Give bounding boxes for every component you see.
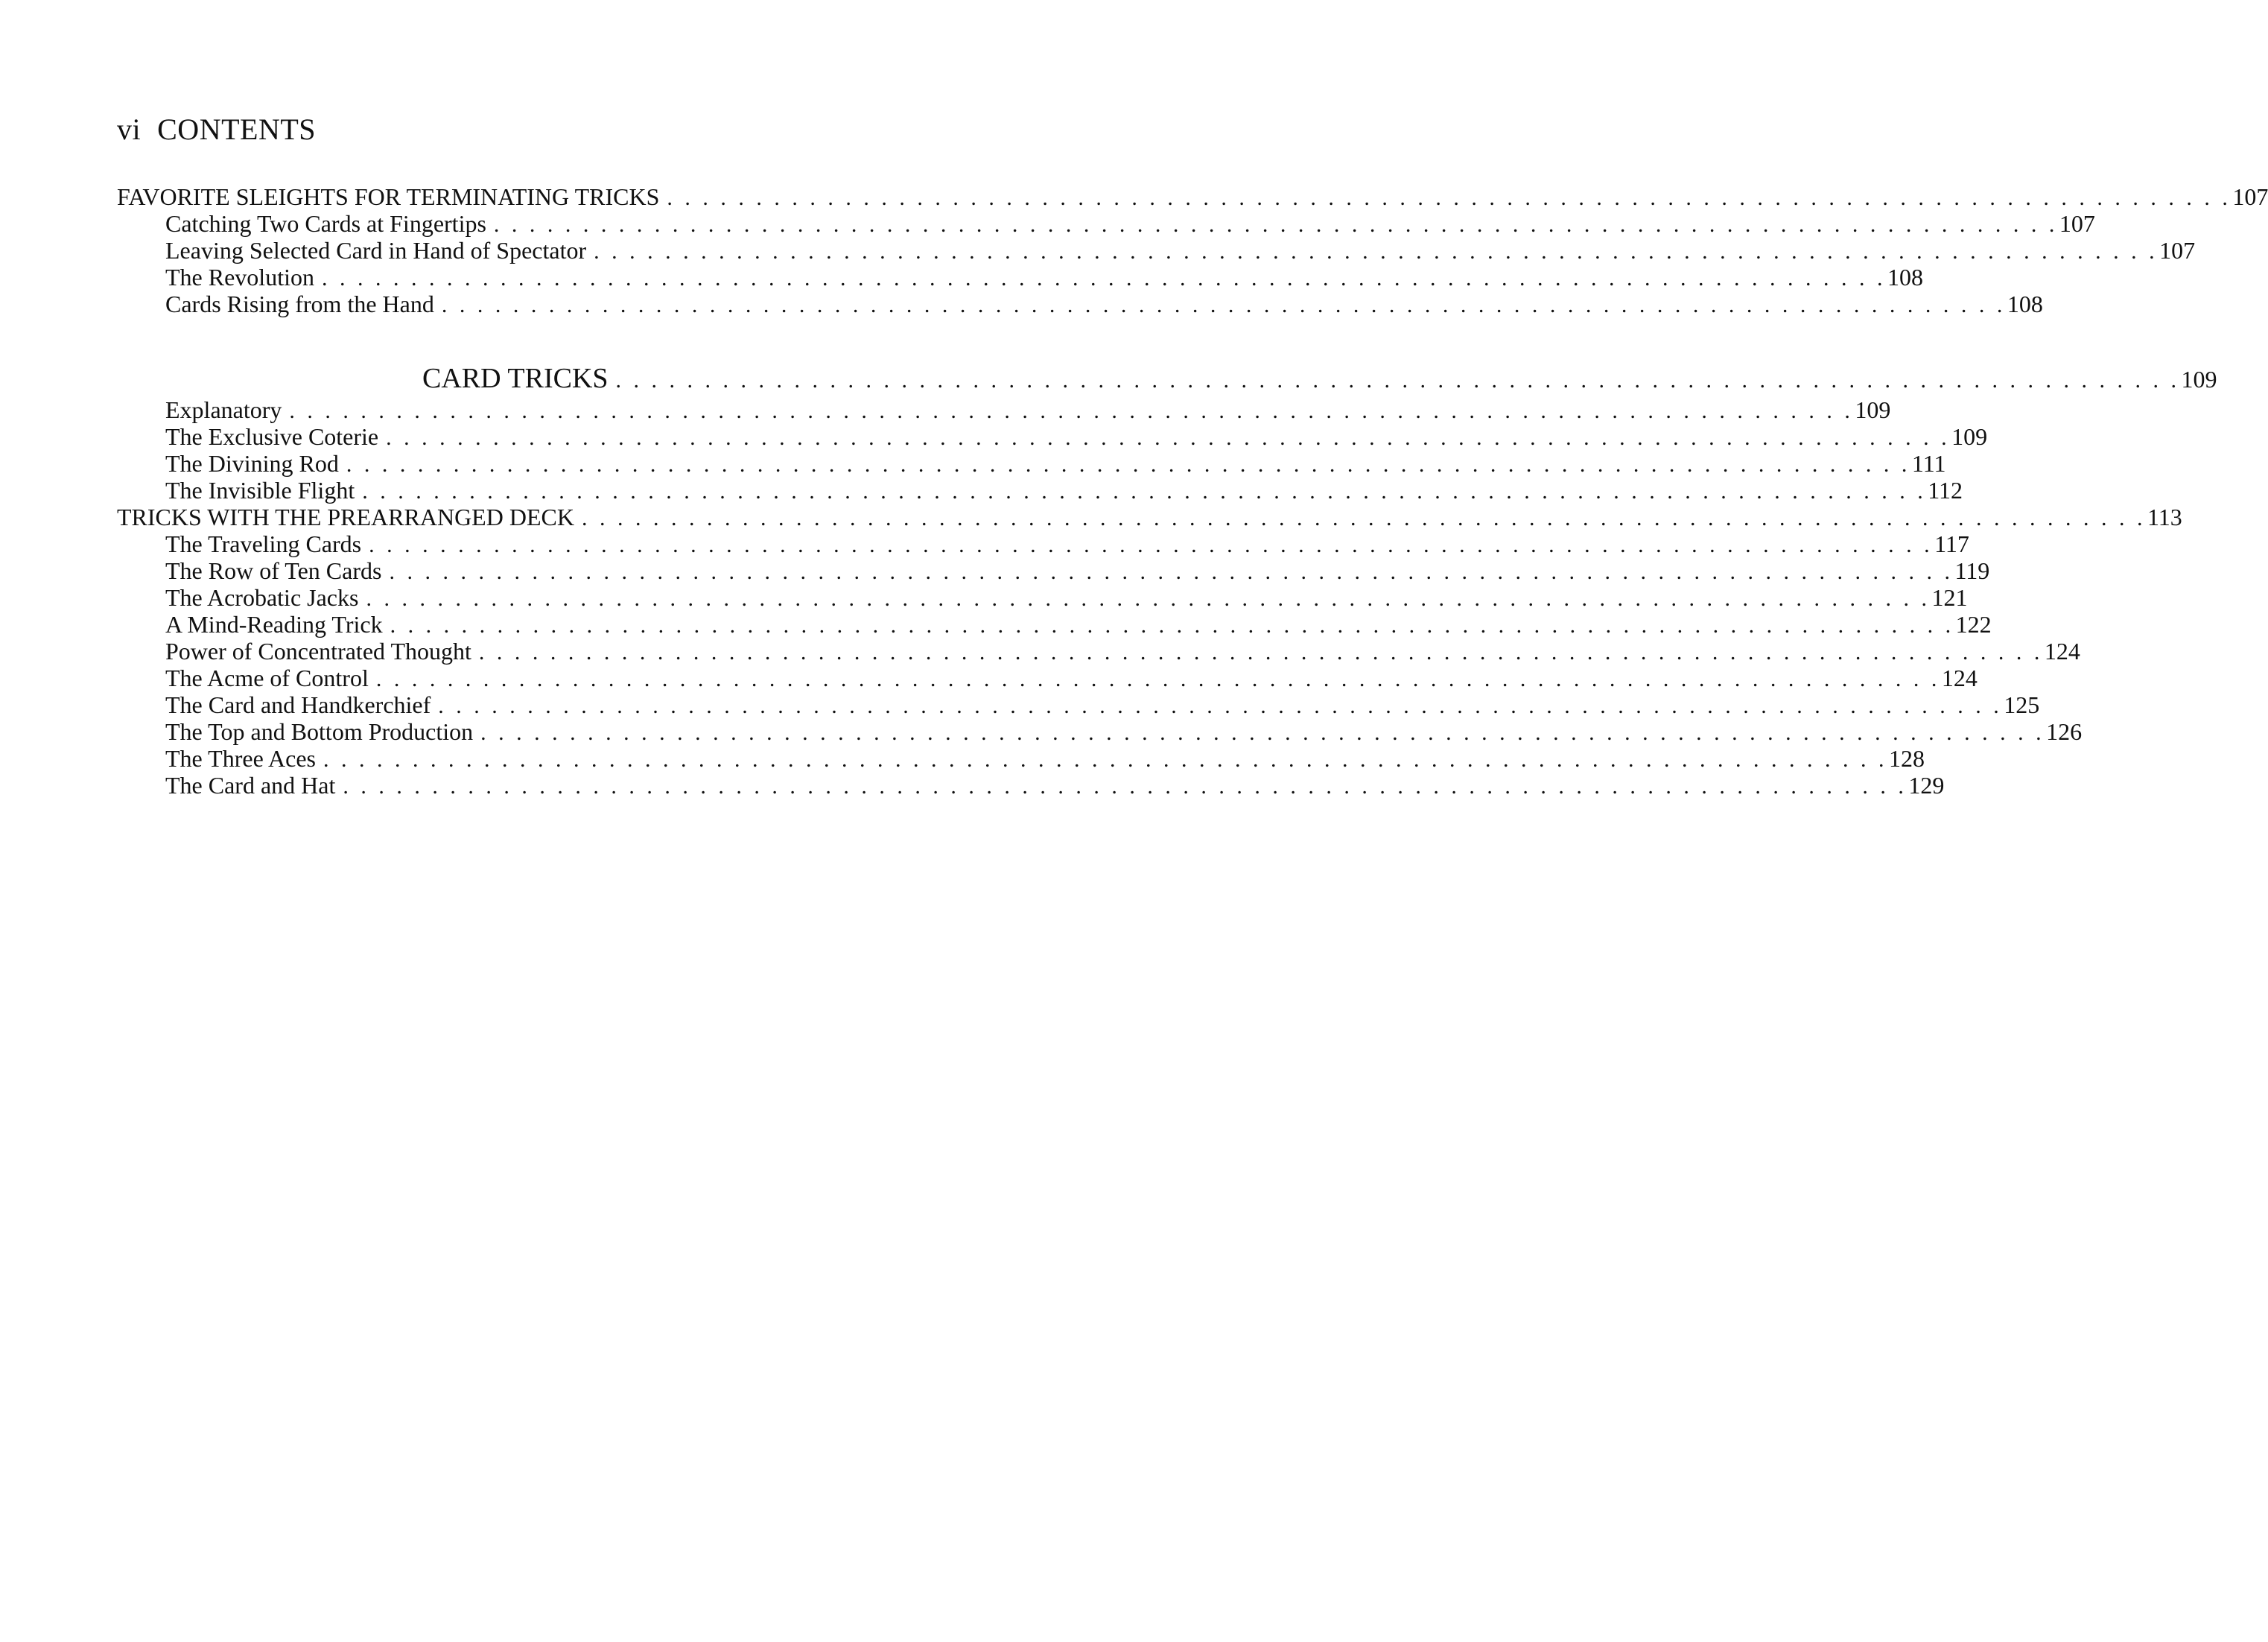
toc-entry	[117, 772, 1945, 799]
toc-entry	[117, 665, 1978, 691]
toc-entry-title: The Revolution	[165, 264, 314, 291]
dot-leader: . . . . . . . . . . . . . . . . . . . . . . . . . . . . . . . . . . . . . . . . . . . . . . . . . . . . . . . . . . . . . . . . . . . . . . . . . . . . . . . . . . . . . . . .	[321, 266, 1886, 291]
toc-entry-title: The Acme of Control	[165, 665, 369, 691]
toc-entry	[117, 611, 1992, 638]
toc-part-page: 109	[2181, 366, 2217, 393]
toc-part-title: CARD TRICKS	[422, 363, 609, 394]
dot-leader: . . . . . . . . . . . . . . . . . . . . . . . . . . . . . . . . . . . . . . . . . . . . . . . . . . . . . . . . . . . . . . . . . . . . . . . . . . . . . . . . . . . . . . . .	[615, 368, 2180, 393]
toc-entry-page: 124	[2044, 638, 2080, 665]
toc-entry-title: FAVORITE SLEIGHTS FOR TERMINATING TRICKS	[117, 183, 660, 210]
dot-leader: . . . . . . . . . . . . . . . . . . . . . . . . . . . . . . . . . . . . . . . . . . . . . . . . . . . . . . . . . . . . . . . . . . . . . . . . . . . . . . . . . . . . . . . .	[594, 239, 2159, 264]
dot-leader: . . . . . . . . . . . . . . . . . . . . . . . . . . . . . . . . . . . . . . . . . . . . . . . . . . . . . . . . . . . . . . . . . . . . . . . . . . . . . . . . . . . . . . . .	[386, 425, 1951, 450]
toc-entry-page: 108	[2007, 291, 2043, 317]
dot-leader: . . . . . . . . . . . . . . . . . . . . . . . . . . . . . . . . . . . . . . . . . . . . . . . . . . . . . . . . . . . . . . . . . . . . . . . . . . . . . . . . . . . . . . . .	[366, 586, 1931, 611]
toc-entry-page: 121	[1931, 584, 1968, 611]
dot-leader: . . . . . . . . . . . . . . . . . . . . . . . . . . . . . . . . . . . . . . . . . . . . . . . . . . . . . . . . . . . . . . . . . . . . . . . . . . . . . . . . . . . . . . . .	[438, 694, 2003, 718]
toc-entry-page: 111	[1911, 450, 1946, 477]
toc-entry-page: 109	[1951, 423, 1988, 450]
toc-entry-page: 119	[1954, 557, 1990, 584]
toc-entry-title: TRICKS WITH THE PREARRANGED DECK	[117, 504, 574, 530]
toc-entry-title: Catching Two Cards at Fingertips	[165, 210, 486, 237]
toc-entry	[117, 450, 1946, 477]
toc-entry-title: The Three Aces	[165, 745, 316, 772]
toc-entry-title: Leaving Selected Card in Hand of Spectator	[165, 237, 587, 264]
toc-entry-title: The Card and Handkerchief	[165, 691, 431, 718]
running-head	[117, 112, 316, 147]
dot-leader: . . . . . . . . . . . . . . . . . . . . . . . . . . . . . . . . . . . . . . . . . . . . . . . . . . . . . . . . . . . . . . . . . . . . . . . . . . . . . . . . . . . . . . . .	[323, 747, 1887, 772]
toc-entry	[117, 264, 1923, 291]
toc-entry	[117, 423, 1988, 450]
toc-entry	[117, 718, 2083, 745]
dot-leader: . . . . . . . . . . . . . . . . . . . . . . . . . . . . . . . . . . . . . . . . . . . . . . . . . . . . . . . . . . . . . . . . . . . . . . . . . . . . . . . . . . . . . . . .	[346, 452, 1910, 477]
toc-entry	[117, 504, 2182, 530]
toc-entry-title: Cards Rising from the Hand	[165, 291, 434, 317]
toc-entry	[117, 396, 1891, 423]
toc-entry-title: Explanatory	[165, 396, 282, 423]
toc-entry	[117, 291, 2043, 317]
toc-entry-title: A Mind-Reading Trick	[165, 611, 383, 638]
dot-leader: . . . . . . . . . . . . . . . . . . . . . . . . . . . . . . . . . . . . . . . . . . . . . . . . . . . . . . . . . . . . . . . . . . . . . . . . . . . . . . . . . . . . . . . .	[289, 399, 1854, 423]
dot-leader: . . . . . . . . . . . . . . . . . . . . . . . . . . . . . . . . . . . . . . . . . . . . . . . . . . . . . . . . . . . . . . . . . . . . . . . . . . . . . . . . . . . . . . . .	[375, 667, 1940, 691]
toc-entry-title: The Card and Hat	[165, 772, 336, 799]
toc-entry-page: 107	[2059, 210, 2095, 237]
toc-entry	[117, 584, 1968, 611]
toc-entry-page: 107	[2159, 237, 2196, 264]
table-of-contents	[117, 183, 2268, 799]
toc-entry	[117, 237, 2196, 264]
toc-entry-page: 126	[2046, 718, 2083, 745]
toc-entry-title: The Divining Rod	[165, 450, 339, 477]
dot-leader: . . . . . . . . . . . . . . . . . . . . . . . . . . . . . . . . . . . . . . . . . . . . . . . . . . . . . . . . . . . . . . . . . . . . . . . . . . . . . . . . . . . . . . . .	[362, 479, 1927, 504]
toc-entry-page: 117	[1934, 530, 1969, 557]
dot-leader: . . . . . . . . . . . . . . . . . . . . . . . . . . . . . . . . . . . . . . . . . . . . . . . . . . . . . . . . . . . . . . . . . . . . . . . . . . . . . . . . . . . . . . . .	[390, 613, 1954, 638]
running-head-title: CONTENTS	[157, 112, 317, 146]
toc-entry	[117, 210, 2095, 237]
toc-entry	[117, 477, 1963, 504]
toc-entry-title: The Invisible Flight	[165, 477, 355, 504]
toc-entry	[117, 530, 1969, 557]
toc-entry-page: 124	[1941, 665, 1978, 691]
page-folio: vi	[117, 112, 142, 146]
toc-entry-page: 108	[1887, 264, 1923, 291]
toc-entry-title: The Top and Bottom Production	[165, 718, 474, 745]
toc-entry-title: The Traveling Cards	[165, 530, 362, 557]
dot-leader: . . . . . . . . . . . . . . . . . . . . . . . . . . . . . . . . . . . . . . . . . . . . . . . . . . . . . . . . . . . . . . . . . . . . . . . . . . . . . . . . . . . . . . . .	[667, 186, 2232, 210]
toc-entry-page: 128	[1888, 745, 1925, 772]
toc-entry-page: 125	[2004, 691, 2040, 718]
toc-entry-page: 113	[2147, 504, 2182, 530]
toc-entry-page: 107	[2232, 183, 2268, 210]
dot-leader: . . . . . . . . . . . . . . . . . . . . . . . . . . . . . . . . . . . . . . . . . . . . . . . . . . . . . . . . . . . . . . . . . . . . . . . . . . . . . . . . . . . . . . . .	[480, 720, 2045, 745]
toc-entry-page: 122	[1955, 611, 1992, 638]
toc-entry-title: The Acrobatic Jacks	[165, 584, 359, 611]
dot-leader: . . . . . . . . . . . . . . . . . . . . . . . . . . . . . . . . . . . . . . . . . . . . . . . . . . . . . . . . . . . . . . . . . . . . . . . . . . . . . . . . . . . . . . . .	[389, 560, 1954, 584]
dot-leader: . . . . . . . . . . . . . . . . . . . . . . . . . . . . . . . . . . . . . . . . . . . . . . . . . . . . . . . . . . . . . . . . . . . . . . . . . . . . . . . . . . . . . . . .	[343, 774, 1908, 799]
toc-entry	[117, 183, 2268, 210]
dot-leader: . . . . . . . . . . . . . . . . . . . . . . . . . . . . . . . . . . . . . . . . . . . . . . . . . . . . . . . . . . . . . . . . . . . . . . . . . . . . . . . . . . . . . . . .	[478, 640, 2043, 665]
toc-entry-page: 112	[1928, 477, 1963, 504]
toc-entry	[117, 745, 1925, 772]
toc-entry-page: 129	[1908, 772, 1945, 799]
toc-part-heading	[117, 361, 2217, 396]
toc-entry-page: 109	[1855, 396, 1891, 423]
toc-entry-title: The Exclusive Coterie	[165, 423, 379, 450]
dot-leader: . . . . . . . . . . . . . . . . . . . . . . . . . . . . . . . . . . . . . . . . . . . . . . . . . . . . . . . . . . . . . . . . . . . . . . . . . . . . . . . . . . . . . . . .	[369, 533, 1934, 557]
toc-entry	[117, 691, 2040, 718]
toc-entry	[117, 557, 1990, 584]
toc-entry-title: Power of Concentrated Thought	[165, 638, 471, 665]
dot-leader: . . . . . . . . . . . . . . . . . . . . . . . . . . . . . . . . . . . . . . . . . . . . . . . . . . . . . . . . . . . . . . . . . . . . . . . . . . . . . . . . . . . . . . . .	[441, 293, 2006, 317]
toc-entry	[117, 638, 2080, 665]
dot-leader: . . . . . . . . . . . . . . . . . . . . . . . . . . . . . . . . . . . . . . . . . . . . . . . . . . . . . . . . . . . . . . . . . . . . . . . . . . . . . . . . . . . . . . . .	[581, 506, 2146, 530]
section-gap	[117, 317, 918, 361]
toc-entry-title: The Row of Ten Cards	[165, 557, 382, 584]
dot-leader: . . . . . . . . . . . . . . . . . . . . . . . . . . . . . . . . . . . . . . . . . . . . . . . . . . . . . . . . . . . . . . . . . . . . . . . . . . . . . . . . . . . . . . . .	[493, 212, 2058, 237]
